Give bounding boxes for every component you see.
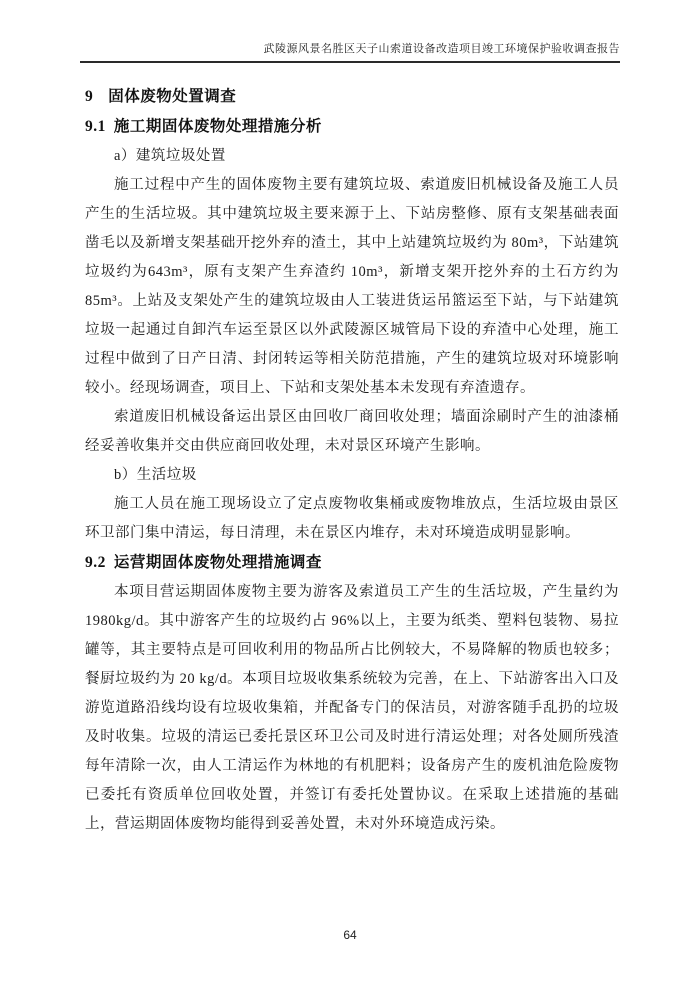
subsection-a-label: a）建筑垃圾处置 [114, 148, 226, 164]
paragraph-equipment-recycle: 索道废旧机械设备运出景区由回收厂商回收处理；墙面涂刷时产生的油漆桶经妥善收集并交由供应商回收处理，未对景区环境产生影响。 [85, 409, 619, 454]
paragraph-construction-waste: 施工过程中产生的固体废物主要有建筑垃圾、索道废旧机械设备及施工人员产生的生活垃圾。其中建筑垃圾主要来源于上、下站房整修、原有支架基础表面凿毛以及新增支架基础开挖外弃的渣土，其中上站建筑垃圾约为 80m³，下站建筑垃圾约为643m³，原有支架产生弃渣约 10m³，新增支架开挖外弃的土石方约为 85m³。上站及支架处产生的建筑垃圾由人工装进货运吊篮运至下站，与下站建筑垃圾一起通过自卸汽车运至景区以外武陵源区城管局下设的弃渣中心处理，施工过程中做到了日产日清、封闭转运等相关防范措施，产生的建筑垃圾对环境影响较小。经现场调查，项目上、下站和支架处基本未发现有弃渣遗存。 [85, 177, 619, 396]
subsection-b-label: b）生活垃圾 [114, 467, 197, 483]
section-number: 9.2 [85, 554, 106, 571]
document-content [85, 82, 619, 839]
section-title: 施工期固体废物处理措施分析 [113, 118, 322, 135]
section-title: 固体废物处置调查 [108, 88, 237, 105]
section-9-2-heading [85, 548, 619, 578]
section-number: 9 [85, 88, 94, 105]
paragraph-operation-waste: 本项目营运期固体废物主要为游客及索道员工产生的生活垃圾，产生量约为1980kg/d。其中游客产生的垃圾约占 96%以上，主要为纸类、塑料包装物、易拉罐等，其主要特点是可回收利用的物品所占比例较大，不易降解的物质也较多；餐厨垃圾约为 20 kg/d。本项目垃圾收集系统较为完善，在上、下站游客出入口及游览道路沿线均设有垃圾收集箱，并配备专门的保洁员，对游客随手乱扔的垃圾及时收集。垃圾的清运已委托景区环卫公司及时进行清运处理；对各处厕所残渣每年清除一次，由人工清运作为林地的有机肥料；设备房产生的废机油危险废物已委托有资质单位回收处置，并签订有委托处置协议。在采取上述措施的基础上，营运期固体废物均能得到妥善处置，未对外环境造成污染。 [85, 584, 619, 832]
section-9-1-heading [85, 112, 619, 142]
section-number: 9.1 [85, 118, 106, 135]
paragraph-domestic-waste: 施工人员在施工现场设立了定点废物收集桶或废物堆放点，生活垃圾由景区环卫部门集中清运，每日清理，未在景区内堆存，未对环境造成明显影响。 [85, 496, 619, 541]
section-title: 运营期固体废物处理措施调查 [113, 554, 322, 571]
header-title: 武陵源风景名胜区天子山索道设备改造项目竣工环境保护验收调查报告 [263, 43, 620, 55]
page-header [80, 42, 620, 63]
page-number: 64 [343, 928, 357, 942]
section-9-heading [85, 82, 619, 112]
